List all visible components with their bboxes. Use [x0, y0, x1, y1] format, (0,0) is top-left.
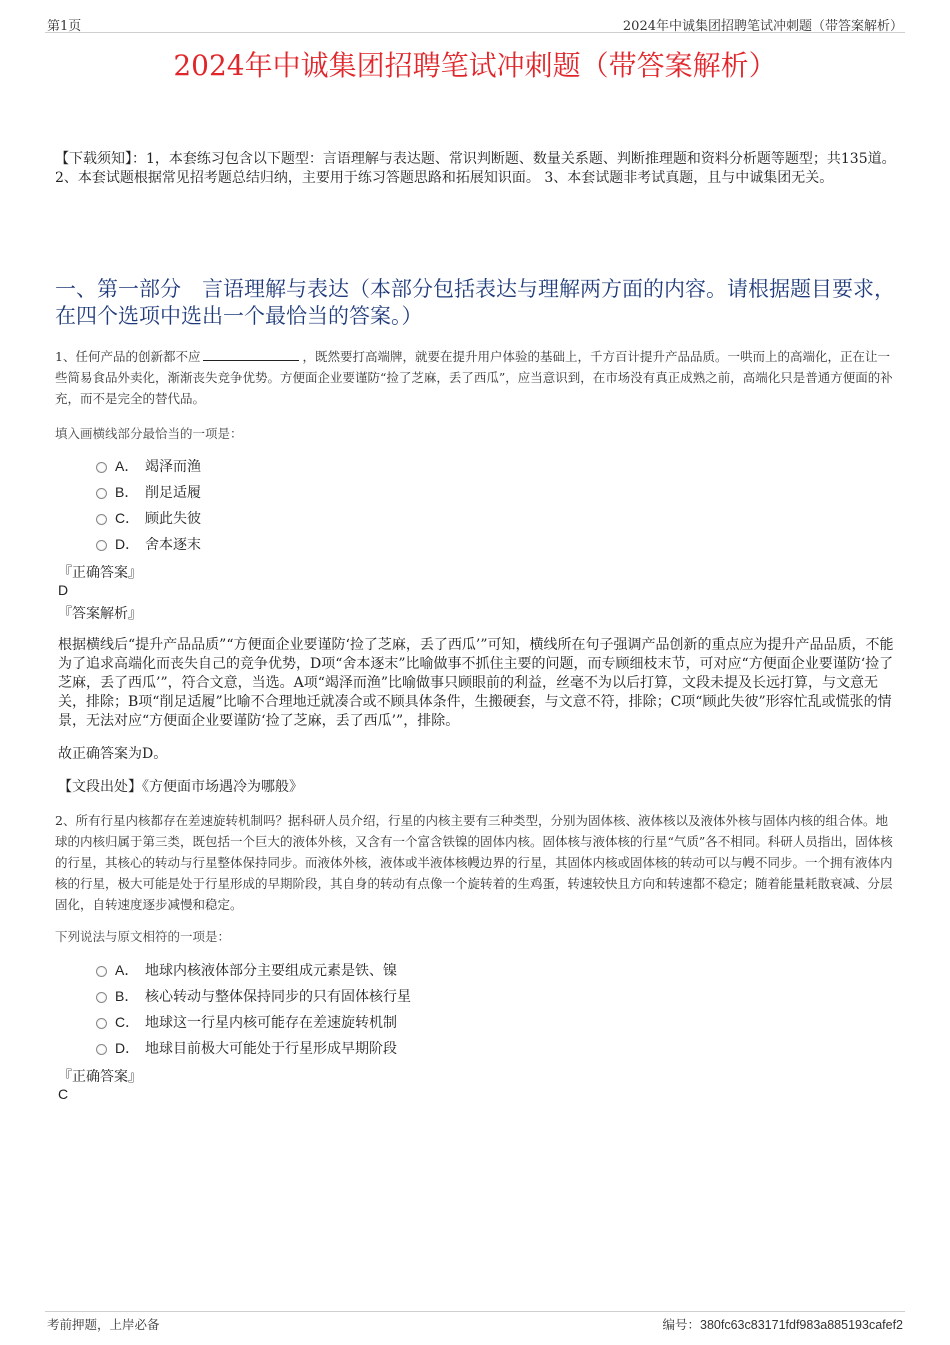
footer-id-value: 380fc63c83171fdf983a885193cafef2	[700, 1318, 903, 1332]
correct-answer: D	[58, 582, 69, 598]
conclusion: 故正确答案为D。	[58, 746, 168, 762]
option-letter: C．	[115, 510, 140, 526]
option-letter: A．	[115, 458, 139, 474]
footer-id	[663, 1315, 903, 1333]
radio-icon[interactable]	[96, 488, 107, 499]
question-1-options	[96, 453, 201, 557]
header-doc-title: 2024年中诚集团招聘笔试冲刺题（带答案解析）	[622, 19, 903, 34]
option-text: 削足适履	[145, 485, 201, 501]
section-heading: 一、第一部分 言语理解与表达（本部分包括表达与理解两方面的内容。请根据题目要求，在四个选项中选出一个最恰当的答案。）	[55, 277, 895, 328]
answer-analysis: 根据横线后“提升产品品质”“方便面企业要谨防‘捡了芝麻，丢了西瓜’”可知，横线所在句子强调产品创新的重点应为提升产品品质，不能为了追求高端化而丧失自己的竞争优势，D项“舍本逐末”比喻做事不抓住主要的问题，而专顾细枝末节，可对应“方便面企业要谨防‘捡了芝麻，丢了西瓜’”，符合文意，当选。A项“竭泽而渔”比喻做事只顾眼前的利益，丝毫不为以后打算，文段未提及长远打算，与文意无关，排除；B项“削足适履”比喻不合理地迁就凑合或不顾具体条件，生搬硬套，与文意不符，排除；C项“顾此失彼”形容忙乱或慌张的情景，无法对应“方便面企业要谨防‘捡了芝麻，丢了西瓜’”，排除。	[58, 637, 894, 729]
page-number: 第1页	[47, 19, 82, 34]
option-text: 地球目前极大可能处于行星形成早期阶段	[145, 1041, 397, 1057]
radio-icon[interactable]	[96, 540, 107, 551]
option-a[interactable]	[96, 957, 411, 983]
answer-label: 『正确答案』	[58, 1069, 142, 1085]
option-letter: B．	[115, 484, 139, 500]
option-d[interactable]	[96, 531, 201, 557]
option-letter: D．	[115, 1040, 140, 1056]
option-letter: D．	[115, 536, 140, 552]
header-divider	[45, 32, 905, 33]
question-2-stem: 2、所有行星内核都存在差速旋转机制吗？据科研人员介绍，行星的内核主要有三种类型，分别为固体核、液体核以及液体外核与固体内核的组合体。地球的内核归属于第三类，既包括一个巨大的液体外核，又含有一个富含铁镍的固体内核。固体核与液体核的行星“气质”各不相同。科研人员指出，固体核的行星，其核心的转动与行星整体保持同步。而液体外核，液体或半液体核幔边界的行星，其固体内核或固体核的转动可以与幔不同步。一个拥有液体内核的行星，极大可能是处于行星形成的早期阶段，其自身的转动有点像一个旋转着的生鸡蛋，转速较快且方向和转速都不稳定；随着能量耗散衰减、分层固化，自转速度逐步减慢和稳定。	[55, 813, 893, 912]
option-d[interactable]	[96, 1035, 411, 1061]
question-1-prompt: 填入画横线部分最恰当的一项是：	[55, 426, 243, 441]
option-b[interactable]	[96, 983, 411, 1009]
option-c[interactable]	[96, 505, 201, 531]
question-2-options	[96, 957, 411, 1061]
answer-label: 『正确答案』	[58, 565, 142, 581]
option-a[interactable]	[96, 453, 201, 479]
question-1-stem-before: 1、任何产品的创新都不应	[55, 349, 201, 364]
radio-icon[interactable]	[96, 1044, 107, 1055]
radio-icon[interactable]	[96, 992, 107, 1003]
radio-icon[interactable]	[96, 1018, 107, 1029]
question-1-stem	[55, 346, 900, 409]
option-letter: A．	[115, 962, 139, 978]
option-text: 顾此失彼	[145, 511, 201, 527]
source-citation: 【文段出处】《方便面市场遇冷为哪般》	[58, 779, 303, 795]
footer-divider	[45, 1311, 905, 1312]
option-c[interactable]	[96, 1009, 411, 1035]
page-title: 2024年中诚集团招聘笔试冲刺题（带答案解析）	[173, 49, 777, 82]
option-text: 地球这一行星内核可能存在差速旋转机制	[145, 1015, 397, 1031]
question-2-prompt: 下列说法与原文相符的一项是：	[55, 929, 231, 944]
radio-icon[interactable]	[96, 966, 107, 977]
footer-id-label: 编号：	[662, 1317, 701, 1332]
option-text: 舍本逐末	[145, 537, 201, 553]
correct-answer: C	[58, 1086, 69, 1102]
option-text: 地球内核液体部分主要组成元素是铁、镍	[145, 963, 397, 979]
radio-icon[interactable]	[96, 514, 107, 525]
question-1-stem-after: ，既然要打高端牌，就要在提升用户体验的基础上，千方百计提升产品品质。一哄而上的高端化，正在让一些简易食品外卖化，渐渐丧失竞争优势。方便面企业要谨防“捡了芝麻，丢了西瓜”，应当意识到，在市场没有真正成熟之前，高端化只是普通方便面的补充，而不是完全的替代品。	[55, 349, 893, 406]
fill-blank	[203, 348, 299, 361]
analysis-label: 『答案解析』	[58, 606, 142, 622]
download-notice: 【下载须知】：1，本套练习包含以下题型：言语理解与表达题、常识判断题、数量关系题、判断推理题和资料分析题等题型；共135道。 2、本套试题根据常见招考题总结归纳，主要用于练习答题思路和拓展知识面。 3、本套试题非考试真题，且与中诚集团无关。	[55, 151, 896, 186]
option-letter: C．	[115, 1014, 140, 1030]
option-letter: B．	[115, 988, 139, 1004]
option-text: 核心转动与整体保持同步的只有固体核行星	[145, 989, 411, 1005]
option-text: 竭泽而渔	[145, 459, 201, 475]
radio-icon[interactable]	[96, 462, 107, 473]
footer-slogan: 考前押题，上岸必备	[47, 1317, 160, 1332]
option-b[interactable]	[96, 479, 201, 505]
